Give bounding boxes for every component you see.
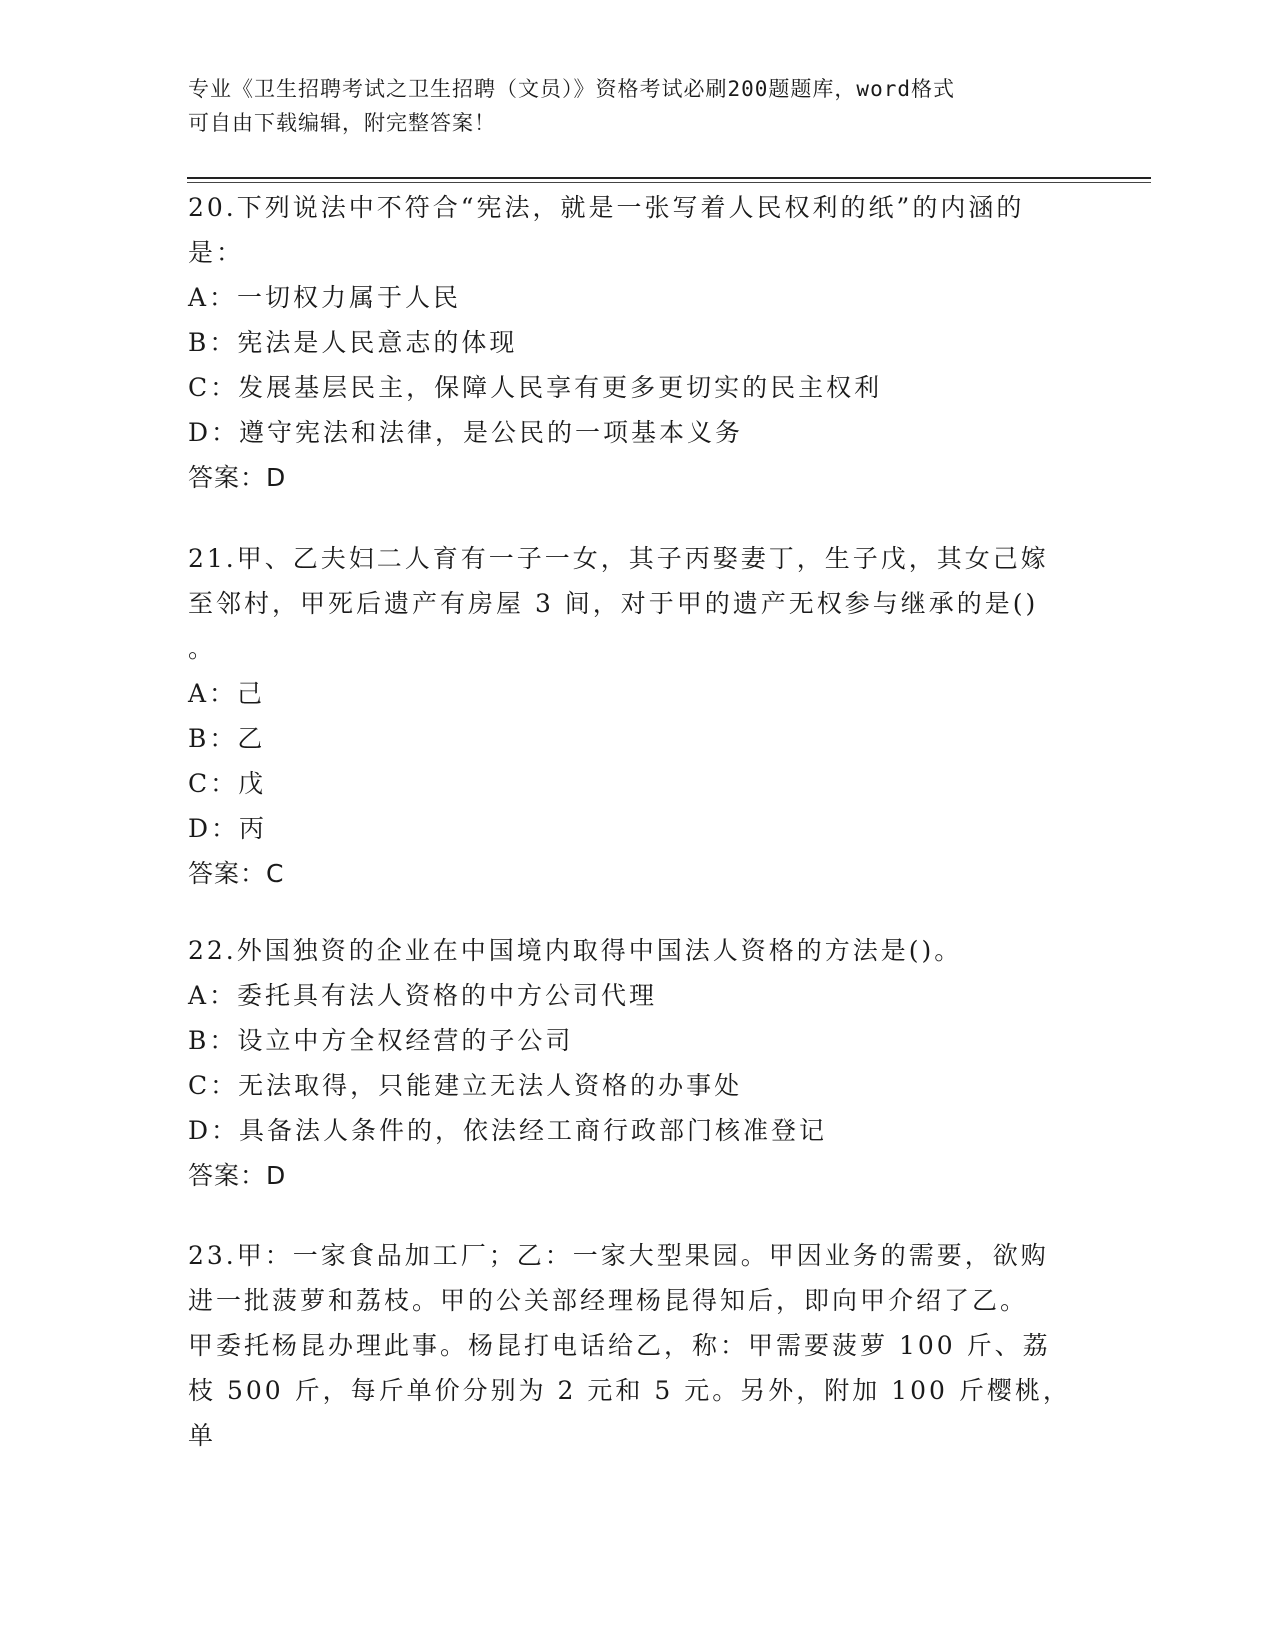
question-stem-line: 22.外国独资的企业在中国境内取得中国法人资格的方法是()。 — [188, 936, 963, 965]
option-a: A：委托具有法人资格的中方公司代理 — [188, 981, 658, 1010]
option-b: B：乙 — [188, 724, 266, 753]
option-d: D：遵守宪法和法律，是公民的一项基本义务 — [188, 418, 744, 447]
header-rule-thick — [187, 177, 1151, 179]
answer: 答案：D — [188, 1161, 287, 1190]
question-stem-line: 23.甲：一家食品加工厂；乙：一家大型果园。甲因业务的需要，欲购 — [188, 1241, 1049, 1270]
answer: 答案：C — [188, 859, 285, 888]
option-c: C：无法取得，只能建立无法人资格的办事处 — [188, 1071, 743, 1100]
question-stem-line: 。 — [188, 634, 217, 663]
question-stem-line: 枝 500 斤，每斤单价分别为 2 元和 5 元。另外，附加 100 斤樱桃，单 — [188, 1376, 1071, 1450]
question-20 — [188, 185, 1088, 500]
option-c: C：发展基层民主，保障人民享有更多更切实的民主权利 — [188, 373, 883, 402]
question-23 — [188, 1233, 1088, 1458]
option-a: A：一切权力属于人民 — [188, 283, 462, 312]
option-b: B：设立中方全权经营的子公司 — [188, 1026, 574, 1055]
header-line-1: 专业《卫生招聘考试之卫生招聘（文员）》资格考试必刷200题题库，word格式 — [188, 77, 955, 101]
question-stem-line: 20.下列说法中不符合“宪法，就是一张写着人民权利的纸”的内涵的 — [188, 193, 1025, 222]
question-stem-line: 甲委托杨昆办理此事。杨昆打电话给乙，称：甲需要菠萝 100 斤、荔 — [188, 1331, 1051, 1360]
option-d: D：具备法人条件的，依法经工商行政部门核准登记 — [188, 1116, 828, 1145]
question-stem-line: 至邻村，甲死后遗产有房屋 3 间，对于甲的遗产无权参与继承的是() — [188, 589, 1039, 618]
question-22 — [188, 928, 1088, 1198]
question-stem-line: 进一批菠萝和荔枝。甲的公关部经理杨昆得知后，即向甲介绍了乙。 — [188, 1286, 1029, 1315]
option-b: B：宪法是人民意志的体现 — [188, 328, 518, 357]
answer: 答案：D — [188, 463, 287, 492]
header-line-2: 可自由下载编辑，附完整答案！ — [188, 111, 496, 135]
option-a: A：己 — [188, 679, 266, 708]
question-stem-line: 是： — [188, 238, 245, 267]
question-21 — [188, 536, 1088, 896]
document-header — [188, 72, 1068, 140]
header-rule-thin — [187, 182, 1151, 183]
option-c: C：戊 — [188, 769, 267, 798]
option-d: D：丙 — [188, 814, 268, 843]
question-stem-line: 21.甲、乙夫妇二人育有一子一女，其子丙娶妻丁，生子戊，其女己嫁 — [188, 544, 1049, 573]
